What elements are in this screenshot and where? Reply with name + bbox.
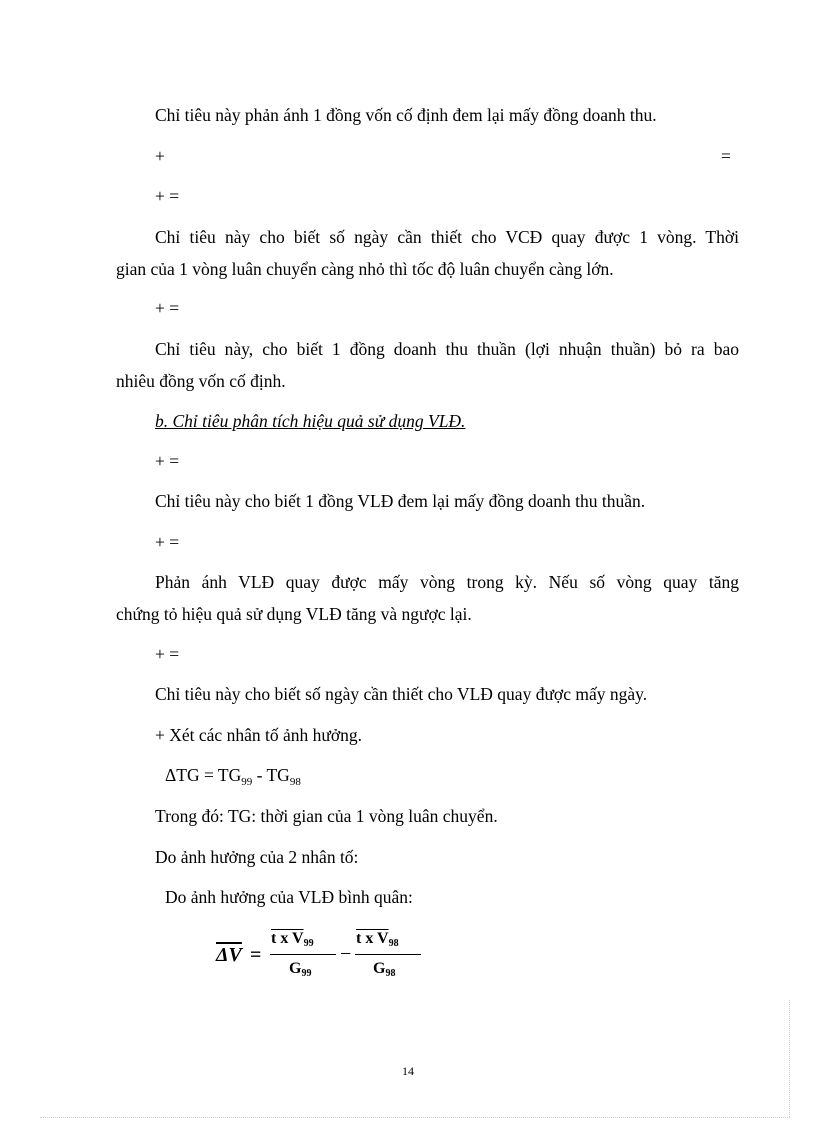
text-line: nhiêu đồng vốn cố định. (116, 371, 286, 391)
text-line: + = (155, 532, 180, 552)
text-line: Chỉ tiêu này, cho biết 1 đồng doanh thu thuần (lợi nhuận thuần) bỏ ra bao (155, 339, 739, 359)
text-line: chứng tỏ hiệu quả sử dụng VLĐ tăng và ngược lại. (116, 604, 472, 624)
fraction-bar (355, 954, 421, 955)
text-line: + Xét các nhân tố ảnh hưởng. (155, 725, 362, 745)
text-line: Chỉ tiêu này phản ánh 1 đồng vốn cố định đem lại mấy đồng doanh thu. (155, 105, 657, 125)
text-line: Do ảnh hưởng của 2 nhân tố: (155, 847, 359, 867)
formula-numerator: t x $V_{99}$ (271, 930, 314, 949)
formula-minus: − (340, 943, 352, 965)
formula-denominator: $G_{99}$ (289, 960, 312, 979)
formula-denominator: $G_{98}$ (373, 960, 396, 979)
page-number: 14 (402, 1064, 414, 1078)
delta-v-formula (216, 928, 436, 990)
text-line: + = (155, 298, 180, 318)
page-border-right (789, 1000, 790, 1117)
text-line: gian của 1 vòng luân chuyển càng nhỏ thì tốc độ luân chuyển càng lớn. (116, 259, 614, 279)
text-line: Chỉ tiêu này cho biết số ngày cần thiết cho VLĐ quay được mấy ngày. (155, 684, 648, 704)
text-line: + = (155, 451, 180, 471)
page-border-bottom (40, 1117, 790, 1118)
text-line: Phản ánh VLĐ quay được mấy vòng trong kỳ. Nếu số vòng quay tăng (155, 572, 739, 592)
plus-sign: + (155, 146, 165, 166)
formula-equals: = (250, 944, 262, 966)
delta-eq-sub: 99 (241, 776, 253, 788)
delta-eq-left: ΔTG = TG (165, 765, 242, 785)
section-heading: b. Chỉ tiêu phân tích hiệu quả sử dụng VLĐ. (155, 411, 466, 431)
text-line: + = (155, 644, 180, 664)
text-line: + = (155, 186, 180, 206)
text-line: Do ảnh hưởng của VLĐ bình quân: (165, 887, 413, 907)
delta-eq-sub: 98 (289, 776, 301, 788)
fraction-bar (270, 954, 336, 955)
equals-sign: = (721, 146, 731, 166)
formula-lhs: $\overline{\Delta V}$ (216, 944, 242, 966)
delta-eq-mid: - TG (252, 765, 290, 785)
text-line: Trong đó: TG: thời gian của 1 vòng luân chuyển. (155, 806, 498, 826)
text-line: Chỉ tiêu này cho biết số ngày cần thiết cho VCĐ quay được 1 vòng. Thời (155, 227, 739, 247)
delta-equation (165, 764, 301, 786)
text-line: Chỉ tiêu này cho biết 1 đồng VLĐ đem lại mấy đồng doanh thu thuần. (155, 491, 646, 511)
formula-numerator: t x $V_{98}$ (356, 930, 399, 949)
